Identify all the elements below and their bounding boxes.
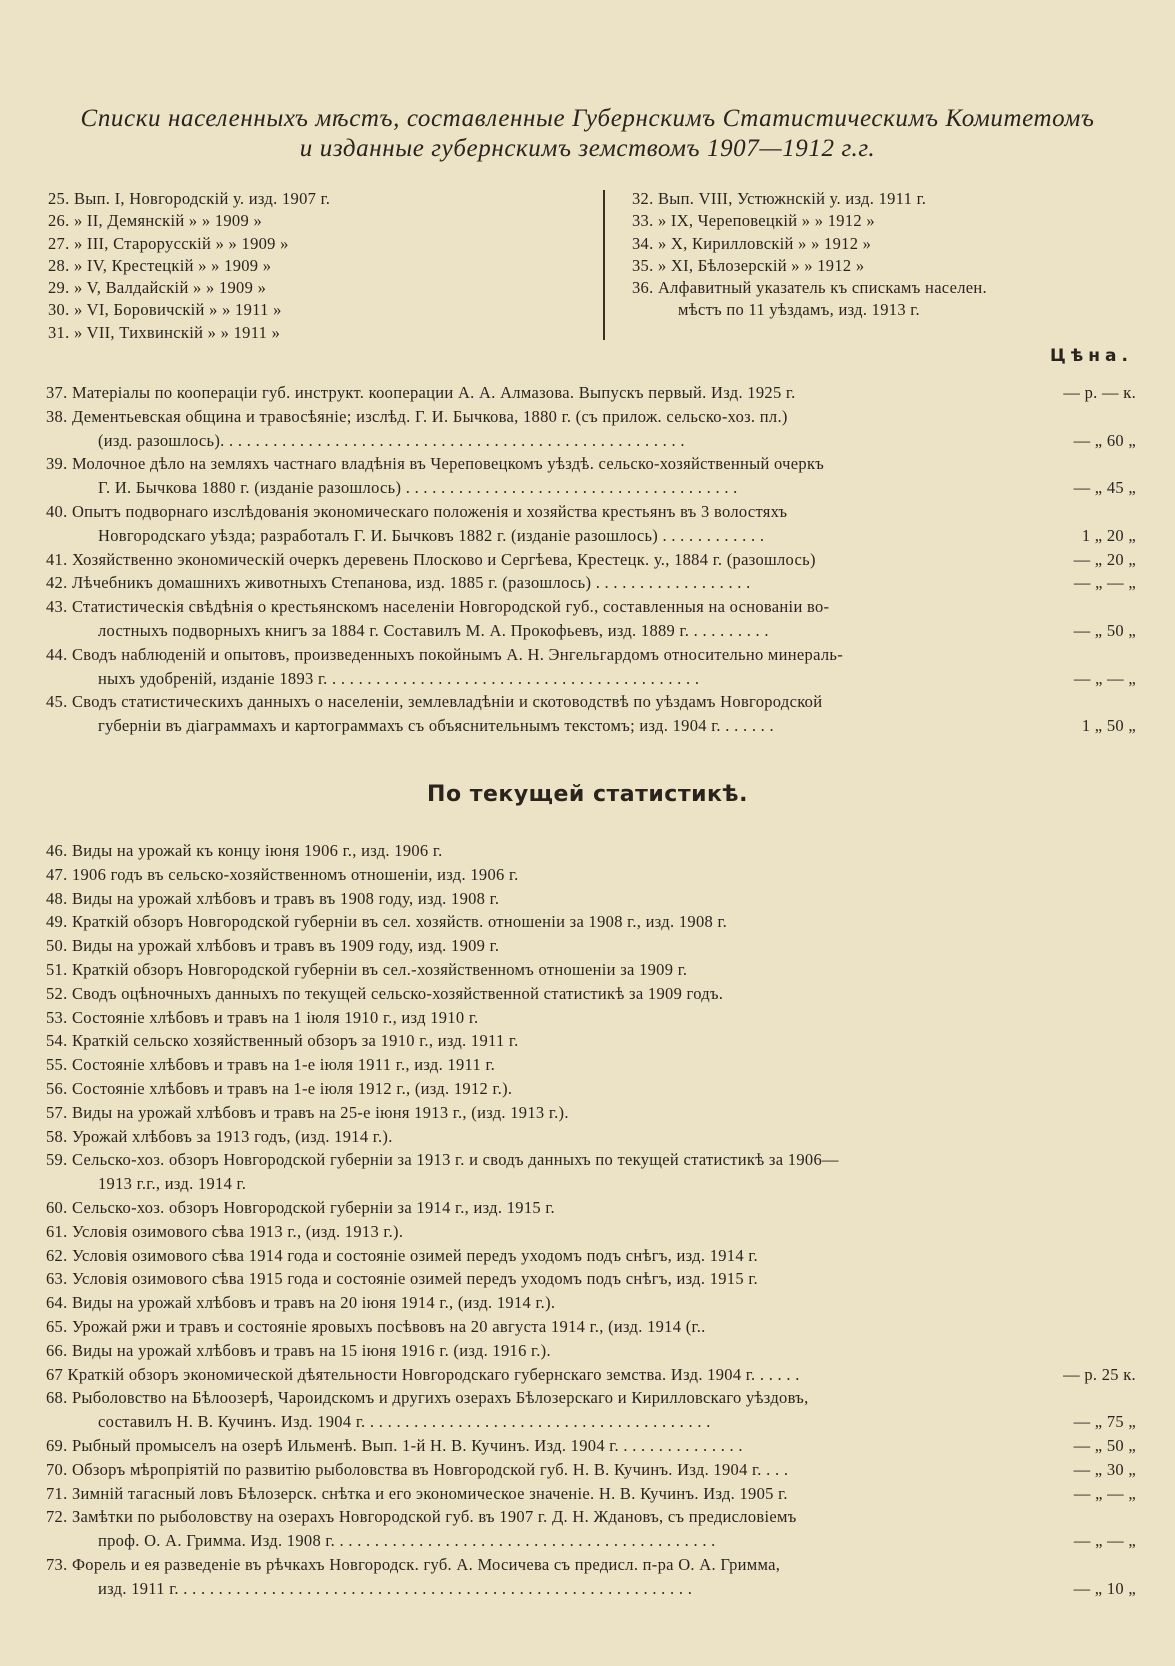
item-text: 45. Сводъ статистическихъ данныхъ о населеніи, землевладѣніи и скотоводствѣ по уѣздамъ Новгородской: [46, 692, 823, 712]
list-item: [46, 1053, 1136, 1077]
list-item: [46, 1077, 1136, 1101]
item-text: 61. Условія озимового сѣва 1913 г., (изд. 1913 г.).: [46, 1221, 404, 1241]
list-item: мѣстъ по 11 уѣздамъ, изд. 1913 г.: [678, 300, 920, 320]
list-item: 28. » IV, Крестецкій » » 1909 »: [48, 255, 272, 275]
list-item: [46, 643, 1136, 667]
item-price: 1 „ 50 „: [1004, 714, 1136, 738]
item-price: — „ 75 „: [1004, 1410, 1136, 1434]
list-item: 35. » XI, Бѣлозерскій » » 1912 »: [632, 255, 865, 275]
list-item: [46, 1315, 1136, 1339]
item-text: 55. Состояніе хлѣбовъ и травъ на 1-е іюля 1911 г., изд. 1911 г.: [46, 1055, 496, 1075]
list-item: [46, 1006, 1136, 1030]
item-text: 59. Сельско-хоз. обзоръ Новгородской губерніи за 1913 г. и сводъ данныхъ по текущей статистикѣ за 1906—: [46, 1150, 839, 1170]
item-text: 53. Состояніе хлѣбовъ и травъ на 1 іюля 1910 г., изд 1910 г.: [46, 1007, 479, 1027]
list-item: [46, 839, 1136, 863]
section-heading: По текущей статистикѣ.: [427, 782, 748, 807]
list-item: [46, 1363, 1136, 1387]
list-item: 30. » VI, Боровичскій » » 1911 »: [48, 300, 282, 320]
item-price: — „ 45 „: [1004, 476, 1136, 500]
item-text: 44. Сводъ наблюденій и опытовъ, произведенныхъ покойнымъ А. Н. Энгельгардомъ относительно минераль-: [46, 644, 844, 664]
item-price: — „ 60 „: [1004, 429, 1136, 453]
item-price: — „ — „: [1004, 1529, 1136, 1553]
item-text: изд. 1911 г. . . . . . . . . . . . . . . . . . . . . . . . . . . . . . . . . . . . . . . . . . . . . . . . . . . . . . . . . . .: [98, 1578, 693, 1598]
lists-right-column: [632, 188, 1102, 322]
item-text: 69. Рыбный промыселъ на озерѣ Ильменѣ. Вып. 1-й Н. В. Кучинъ. Изд. 1904 г. . . . . . . . . . . . . . .: [46, 1435, 743, 1455]
item-text: 38. Дементьевская община и травосѣяніе; изслѣд. Г. И. Бычкова, 1880 г. (съ прилож. сельско-хоз. пл.): [46, 406, 788, 426]
item-price: — „ 50 „: [1004, 1434, 1136, 1458]
list-item: [46, 910, 1136, 934]
column-divider: [603, 190, 605, 340]
item-text: Новгородскаго уѣзда; разработалъ Г. И. Бычковъ 1882 г. (изданіе разошлось) . . . . . . . . . . . .: [98, 525, 765, 545]
item-text: составилъ Н. В. Кучинъ. Изд. 1904 г. . . . . . . . . . . . . . . . . . . . . . . . . . . . . . . . . . . . . . . .: [98, 1412, 711, 1432]
item-text: 58. Урожай хлѣбовъ за 1913 годъ, (изд. 1914 г.).: [46, 1126, 393, 1146]
list-item: [46, 1196, 1136, 1220]
list-item: [46, 548, 1136, 572]
list-item: [46, 1529, 1136, 1553]
item-text: 40. Опытъ подворнаго изслѣдованія экономическаго положенія и хозяйства крестьянъ въ 3 волостяхъ: [46, 501, 788, 521]
item-price: — р. 25 к.: [1004, 1363, 1136, 1387]
item-text: 1913 г.г., изд. 1914 г.: [98, 1174, 247, 1194]
list-item: 27. » III, Старорусскій » » 1909 »: [48, 233, 289, 253]
list-item: [46, 1244, 1136, 1268]
price-header: Цѣна.: [1050, 346, 1133, 366]
list-item: [46, 1339, 1136, 1363]
item-text: 60. Сельско-хоз. обзоръ Новгородской губерніи за 1914 г., изд. 1915 г.: [46, 1197, 555, 1217]
item-text: 47. 1906 годъ въ сельско-хозяйственномъ отношеніи, изд. 1906 г.: [46, 864, 519, 884]
list-item: [46, 452, 1136, 476]
item-text: 67 Краткій обзоръ экономической дѣятельности Новгородскаго губернскаго земства. Изд. 1904 г. . . . . .: [46, 1364, 800, 1384]
list-item: [46, 1577, 1136, 1601]
item-text: 71. Зимній тагасный ловъ Бѣлозерск. снѣтка и его экономическое значеніе. Н. В. Кучинъ. Изд. 1905 г.: [46, 1483, 788, 1503]
list-item: [46, 571, 1136, 595]
list-item: [46, 1172, 1136, 1196]
item-text: 48. Виды на урожай хлѣбовъ и травъ въ 1908 году, изд. 1908 г.: [46, 888, 500, 908]
list-item: [46, 524, 1136, 548]
item-text: 52. Сводъ оцѣночныхъ данныхъ по текущей сельско-хозяйственной статистикѣ за 1909 годъ.: [46, 983, 724, 1003]
list-item: [46, 595, 1136, 619]
item-text: (изд. разошлось). . . . . . . . . . . . . . . . . . . . . . . . . . . . . . . . . . . . . . . . . . . . . . . . . . . . .: [98, 430, 685, 450]
list-item: 26. » II, Демянскій » » 1909 »: [48, 211, 263, 231]
item-text: 70. Обзоръ мѣропріятій по развитію рыболовства въ Новгородской губ. Н. В. Кучинъ. Изд. 1904 г. . . .: [46, 1459, 789, 1479]
item-text: 65. Урожай ржи и травъ и состояніе яровыхъ посѣвовъ на 20 августа 1914 г., (изд. 1914 (г..: [46, 1316, 706, 1336]
title-line: Списки населенныхъ мѣстъ, составленные Губернскимъ Статистическимъ Комитетомъ: [80, 105, 1095, 132]
item-text: лостныхъ подворныхъ книгъ за 1884 г. Составилъ М. А. Прокофьевъ, изд. 1889 г. . . . . . . . . .: [98, 620, 769, 640]
item-price: — „ 50 „: [1004, 619, 1136, 643]
item-price: — „ 10 „: [1004, 1577, 1136, 1601]
item-text: 68. Рыболовство на Бѣлоозерѣ, Чароидскомъ и другихъ озерахъ Бѣлозерскаго и Кирилловскаго уѣздовъ,: [46, 1388, 809, 1408]
list-item: [46, 1267, 1136, 1291]
item-text: ныхъ удобреній, изданіе 1893 г. . . . . . . . . . . . . . . . . . . . . . . . . . . . . . . . . . . . . . . . . . .: [98, 668, 700, 688]
list-item: [46, 887, 1136, 911]
list-item: [46, 381, 1136, 405]
item-text: 39. Молочное дѣло на земляхъ частнаго владѣнія въ Череповецкомъ уѣздѣ. сельско-хозяйственный очеркъ: [46, 454, 825, 474]
item-text: 73. Форель и ея разведеніе въ рѣчкахъ Новгородск. губ. А. Мосичева съ предисл. п-ра О. А. Гримма,: [46, 1554, 781, 1574]
list-item: [46, 1220, 1136, 1244]
list-item: [46, 667, 1136, 691]
lists-left-column: [48, 188, 608, 344]
page-title: [40, 104, 1135, 164]
item-text: 41. Хозяйственно экономическій очеркъ деревень Плосково и Сергѣева, Крестецк. у., 1884 г. (разошлось): [46, 549, 816, 569]
item-text: 42. Лѣчебникъ домашнихъ животныхъ Степанова, изд. 1885 г. (разошлось) . . . . . . . . . . . . . . . . . .: [46, 573, 751, 593]
item-text: 51. Краткій обзоръ Новгородской губерніи въ сел.-хозяйственномъ отношеніи за 1909 г.: [46, 959, 688, 979]
list-item: [46, 1505, 1136, 1529]
list-item: [46, 1291, 1136, 1315]
item-text: 62. Условія озимового сѣва 1914 года и состояніе озимей передъ уходомъ подъ снѣгъ, изд. 1914 г.: [46, 1245, 758, 1265]
list-item: [46, 934, 1136, 958]
item-text: 64. Виды на урожай хлѣбовъ и травъ на 20 іюня 1914 г., (изд. 1914 г.).: [46, 1293, 556, 1313]
item-text: 46. Виды на урожай къ концу іюня 1906 г., изд. 1906 г.: [46, 841, 443, 860]
list-item: [46, 1148, 1136, 1172]
list-item: [46, 500, 1136, 524]
list-item: 36. Алфавитный указатель къ спискамъ населен.: [632, 278, 987, 298]
title-line: и изданные губернскимъ земствомъ 1907—1912 г.г.: [299, 135, 876, 162]
item-text: проф. О. А. Гримма. Изд. 1908 г. . . . . . . . . . . . . . . . . . . . . . . . . . . . . . . . . . . . . . . . . . . .: [98, 1531, 716, 1551]
item-price: — р. — к.: [1004, 381, 1136, 405]
item-text: 66. Виды на урожай хлѣбовъ и травъ на 15 іюня 1916 г. (изд. 1916 г.).: [46, 1340, 551, 1360]
item-price: — „ — „: [1004, 667, 1136, 691]
list-item: [46, 1434, 1136, 1458]
list-item: 25. Вып. I, Новгородскій у. изд. 1907 г.: [48, 189, 331, 208]
list-item: 29. » V, Валдайскій » » 1909 »: [48, 278, 267, 298]
list-item: [46, 1029, 1136, 1053]
item-text: 63. Условія озимового сѣва 1915 года и состояніе озимей передъ уходомъ подъ снѣгъ, изд. 1915 г.: [46, 1269, 758, 1289]
list-item: [46, 1458, 1136, 1482]
list-item: [46, 476, 1136, 500]
item-price: — „ — „: [1004, 1482, 1136, 1506]
current-stats-list: [46, 839, 1136, 1601]
list-item: 31. » VII, Тихвинскій » » 1911 »: [48, 322, 281, 342]
item-text: 54. Краткій сельско хозяйственный обзоръ за 1910 г., изд. 1911 г.: [46, 1031, 519, 1051]
materials-list: [46, 381, 1136, 738]
item-text: 43. Статистическія свѣдѣнія о крестьянскомъ населеніи Новгородской губ., составленныя на основаніи во-: [46, 597, 830, 617]
list-item: [46, 1553, 1136, 1577]
list-item: [46, 958, 1136, 982]
list-item: [46, 863, 1136, 887]
item-price: — „ — „: [1004, 571, 1136, 595]
item-text: 50. Виды на урожай хлѣбовъ и травъ въ 1909 году, изд. 1909 г.: [46, 936, 500, 956]
list-item: [46, 1482, 1136, 1506]
list-item: 33. » IX, Череповецкій » » 1912 »: [632, 211, 875, 231]
item-text: губерніи въ діаграммахъ и картограммахъ съ объяснительнымъ текстомъ; изд. 1904 г. . . . . . .: [98, 716, 774, 736]
item-text: 57. Виды на урожай хлѣбовъ и травъ на 25-е іюня 1913 г., (изд. 1913 г.).: [46, 1102, 569, 1122]
list-item: [46, 1386, 1136, 1410]
list-item: 32. Вып. VIII, Устюжнскій у. изд. 1911 г.: [632, 189, 927, 208]
list-item: [46, 982, 1136, 1006]
item-text: 49. Краткій обзоръ Новгородской губерніи въ сел. хозяйств. отношеніи за 1908 г., изд. 1908 г.: [46, 912, 728, 932]
item-text: 37. Матеріалы по коопераціи губ. инструкт. кооперации А. А. Алмазова. Выпускъ первый. Изд. 1925 г.: [46, 383, 796, 402]
item-price: 1 „ 20 „: [1004, 524, 1136, 548]
list-item: [46, 1101, 1136, 1125]
item-text: 56. Состояніе хлѣбовъ и травъ на 1-е іюля 1912 г., (изд. 1912 г.).: [46, 1078, 513, 1098]
list-item: [46, 619, 1136, 643]
item-price: — „ 30 „: [1004, 1458, 1136, 1482]
item-price: — „ 20 „: [1004, 548, 1136, 572]
list-item: [46, 429, 1136, 453]
list-item: [46, 405, 1136, 429]
list-item: [46, 690, 1136, 714]
item-text: Г. И. Бычкова 1880 г. (изданіе разошлось) . . . . . . . . . . . . . . . . . . . . . . . . . . . . . . . . . . . . . .: [98, 478, 738, 498]
list-item: 34. » X, Кирилловскій » » 1912 »: [632, 233, 872, 253]
list-item: [46, 714, 1136, 738]
list-item: [46, 1410, 1136, 1434]
list-item: [46, 1125, 1136, 1149]
item-text: 72. Замѣтки по рыболовству на озерахъ Новгородской губ. въ 1907 г. Д. Н. Ждановъ, съ предисловіемъ: [46, 1507, 797, 1527]
